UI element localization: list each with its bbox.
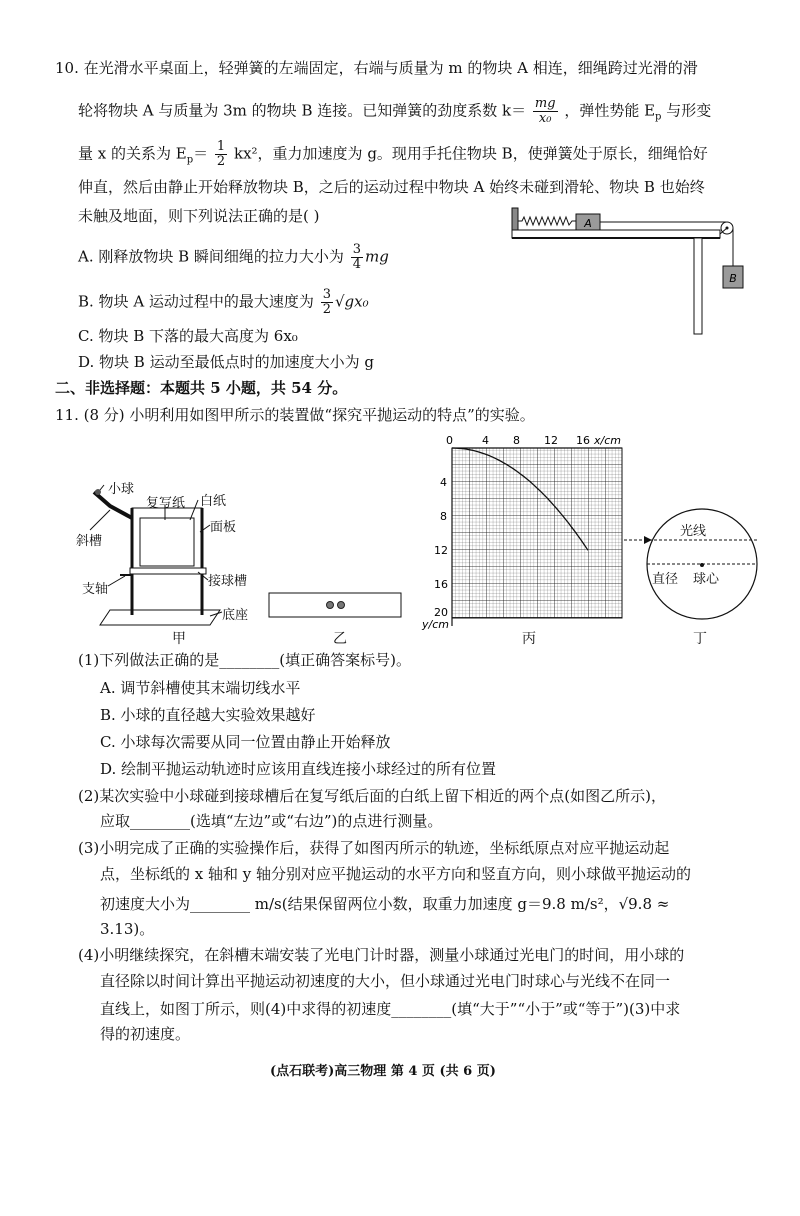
jia-label-chute: 斜槽 xyxy=(76,534,103,549)
bing-x-tick-0: 0 xyxy=(446,434,453,447)
q11-intro: 11. (8 分) 小明利用如图甲所示的装置做“探究平抛运动的特点”的实验。 xyxy=(55,406,535,424)
table-leg xyxy=(694,238,702,334)
q10-option-a xyxy=(78,243,389,272)
fig-yi xyxy=(268,592,402,618)
q10-line5: 未触及地面，则下列说法正确的是( ) xyxy=(78,207,320,225)
spring xyxy=(518,217,576,225)
left-wall xyxy=(512,208,518,230)
k-denominator: x₀ xyxy=(538,111,552,126)
yi-dot-left xyxy=(327,602,334,609)
q10-option-a-text: A. 刚释放物块 B 瞬间细绳的拉力大小为 xyxy=(78,247,344,266)
ding-center-dot xyxy=(700,563,704,567)
option-a-fraction xyxy=(351,243,363,272)
q10-line2 xyxy=(78,97,711,128)
q10-line3-part2: ＝ xyxy=(193,144,209,163)
jia-label-shaft: 支轴 xyxy=(82,582,109,597)
q10-line3 xyxy=(78,140,708,171)
q11-part3-line1: (3)小明完成了正确的实验操作后，获得了如图丙所示的轨迹，坐标纸原点对应平抛运动起 xyxy=(78,839,670,857)
q11-part3-line3: 初速度大小为________ m/s(结果保留两位小数，取重力加速度 g＝9.8 m/s²，√9.8 ≈ xyxy=(100,895,670,913)
bing-y-tick-4: 4 xyxy=(440,476,447,489)
option-a-numerator: 3 xyxy=(352,242,361,257)
section-2-heading: 二、非选择题：本题共 5 小题，共 54 分。 xyxy=(55,379,348,397)
bing-grid xyxy=(452,448,622,618)
q10-line2-part3: 与形变 xyxy=(661,101,712,120)
half-numerator: 1 xyxy=(216,139,226,154)
q11-part3-line2: 点，坐标纸的 x 轴和 y 轴分别对应平抛运动的水平方向和竖直方向，则小球做平抛运动的 xyxy=(100,865,692,883)
ding-caption: 丁 xyxy=(693,631,707,647)
jia-label-panel: 面板 xyxy=(210,520,237,535)
q11-part1-option-b: B. 小球的直径越大实验效果越好 xyxy=(100,706,316,724)
q10-option-b-text: B. 物块 A 运动过程中的最大速度为 xyxy=(78,292,314,311)
option-b-numerator: 3 xyxy=(322,287,331,302)
bing-x-tick-12: 12 xyxy=(544,434,558,447)
ding-label-center: 球心 xyxy=(693,572,720,587)
q11-part4-line4: 得的初速度。 xyxy=(100,1025,191,1043)
jia-groove xyxy=(130,568,206,574)
q10-line2-part1: 轮将物块 A 与质量为 3m 的物块 B 连接。已知弹簧的劲度系数 k＝ xyxy=(78,101,527,120)
bing-y-tick-8: 8 xyxy=(440,510,447,523)
option-a-denominator: 4 xyxy=(352,257,361,272)
q10-line3-part1: 量 x 的关系为 E xyxy=(78,144,187,163)
ding-label-diameter: 直径 xyxy=(652,572,679,587)
jia-label-base: 底座 xyxy=(222,608,249,623)
q10-figure xyxy=(490,200,750,340)
q10-line3-sub: p xyxy=(186,154,194,166)
q10-option-b-sqrt: √gx₀ xyxy=(335,292,369,311)
yi-caption: 乙 xyxy=(333,631,347,647)
jia-label-groove: 接球槽 xyxy=(208,574,248,589)
option-b-fraction xyxy=(321,288,333,317)
leader-ball xyxy=(100,485,104,490)
q10-line2-sub: p xyxy=(655,111,662,123)
yi-dot-right xyxy=(338,602,345,609)
jia-copy-paper xyxy=(140,518,194,566)
fig-bing xyxy=(418,430,628,630)
bing-y-tick-12: 12 xyxy=(434,544,448,557)
option-b-denominator: 2 xyxy=(322,302,331,317)
q11-part3-line4: 3.13)。 xyxy=(100,920,155,938)
bing-x-label: x/cm xyxy=(594,434,621,447)
leader-chute xyxy=(90,510,110,530)
jia-label-ball: 小球 xyxy=(108,482,135,497)
q10-line4: 伸直，然后由静止开始释放物块 B，之后的运动过程中物块 A 始终未碰到滑轮、物块 B 也始终 xyxy=(78,178,705,196)
jia-caption: 甲 xyxy=(172,631,186,647)
bing-x-tick-4: 4 xyxy=(482,434,489,447)
jia-label-copy-paper: 复写纸 xyxy=(146,496,186,511)
q11-part1-option-a: A. 调节斜槽使其末端切线水平 xyxy=(100,679,301,697)
bing-x-tick-8: 8 xyxy=(513,434,520,447)
ding-label-light: 光线 xyxy=(680,524,707,539)
q10-line1: 10. 在光滑水平桌面上，轻弹簧的左端固定，右端与质量为 m 的物块 A 相连，细绳跨过光滑的滑 xyxy=(55,59,698,77)
leader-shaft xyxy=(108,576,125,586)
bing-x-tick-16: 16 xyxy=(576,434,590,447)
block-a-label: A xyxy=(584,217,592,230)
block-b-label: B xyxy=(729,272,737,285)
jia-label-white-paper: 白纸 xyxy=(200,494,227,509)
bing-caption: 丙 xyxy=(522,631,536,647)
half-fraction xyxy=(215,140,227,169)
q11-part4-line3: 直线上，如图丁所示，则(4)中求得的初速度________(填“大于”“小于”或“等于”)(3)中求 xyxy=(100,1000,681,1018)
page-footer: (点石联考)高三物理 第 4 页 (共 6 页) xyxy=(270,1064,496,1079)
q10-option-b xyxy=(78,288,369,317)
k-fraction xyxy=(533,97,558,126)
k-numerator: mg xyxy=(534,96,556,111)
q10-option-a-unit: mg xyxy=(365,247,389,266)
q10-line3-part3: kx²，重力加速度为 g。现用手托住物块 B，使弹簧处于原长，细绳恰好 xyxy=(233,144,708,163)
q11-part1-option-c: C. 小球每次需要从同一位置由静止开始释放 xyxy=(100,733,391,751)
yi-paper-strip xyxy=(269,593,401,617)
half-denominator: 2 xyxy=(216,154,226,169)
bing-y-tick-20: 20 xyxy=(434,606,448,619)
bing-y-tick-16: 16 xyxy=(434,578,448,591)
q11-part1: (1)下列做法正确的是________(填正确答案标号)。 xyxy=(78,651,411,669)
q10-option-c: C. 物块 B 下落的最大高度为 6x₀ xyxy=(78,327,298,345)
q11-part4-line1: (4)小明继续探究，在斜槽末端安装了光电门计时器，测量小球通过光电门的时间，用小球的 xyxy=(78,946,685,964)
q10-option-d: D. 物块 B 运动至最低点时的加速度大小为 g xyxy=(78,353,374,371)
q11-part1-option-d: D. 绘制平抛运动轨迹时应该用直线连接小球经过的所有位置 xyxy=(100,760,497,778)
q10-line2-part2: ，弹性势能 E xyxy=(564,101,656,120)
q11-part2-line1: (2)某次实验中小球碰到接球槽后在复写纸后面的白纸上留下相近的两个点(如图乙所示)， xyxy=(78,787,666,805)
q11-part4-line2: 直径除以时间计算出平抛运动初速度的大小，但小球通过光电门时球心与光线不在同一 xyxy=(100,972,671,990)
table-top xyxy=(512,230,720,238)
bing-y-label: y/cm xyxy=(422,618,449,630)
q11-part2-line2: 应取________(选填“左边”或“右边”)的点进行测量。 xyxy=(100,812,443,830)
